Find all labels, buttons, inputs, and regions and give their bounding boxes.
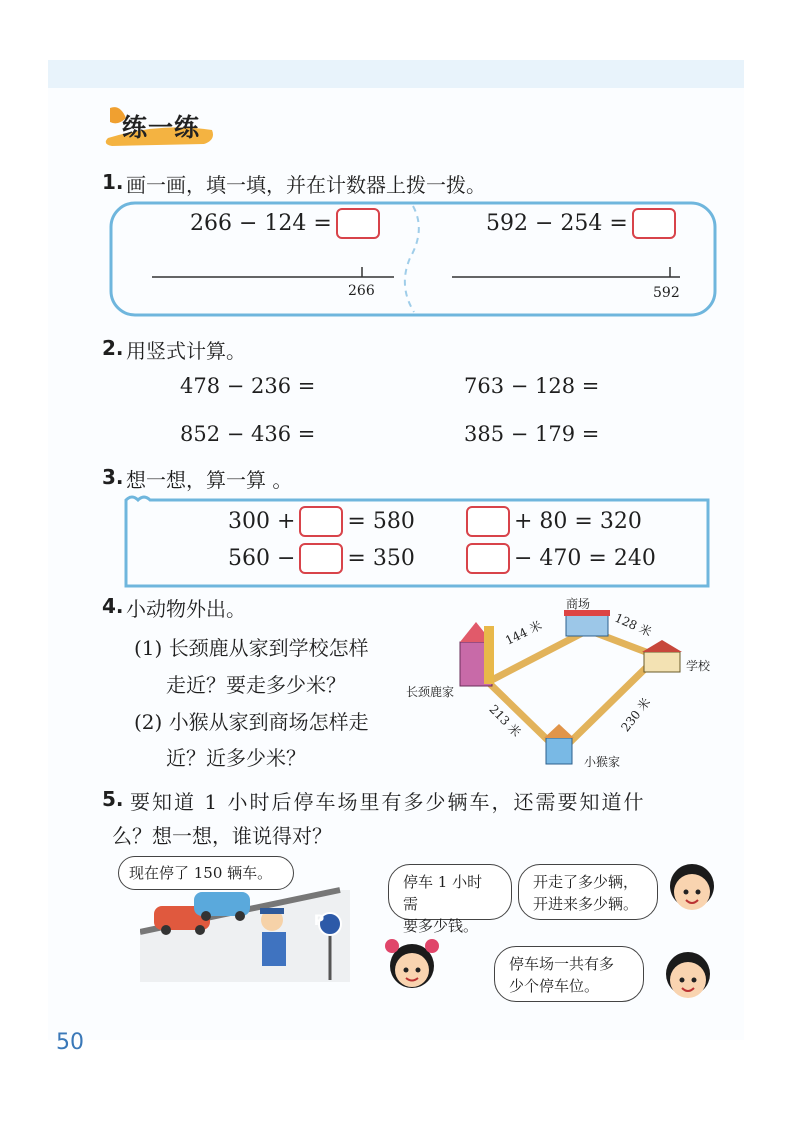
bubble-now-text: 现在停了 150 辆车。 — [129, 864, 273, 882]
q3-r2l-box[interactable] — [299, 543, 343, 574]
speech-bubble-spots — [494, 946, 644, 1002]
q4-sub2-line2: 近？近多少米？ — [166, 746, 306, 770]
q1-left-number-line — [148, 262, 398, 282]
bubble-cars-line2: 开进来多少辆。 — [533, 895, 639, 913]
q3-r1l-suffix: = 580 — [347, 509, 415, 534]
map-distance-mall-school: 128 米 — [612, 610, 654, 640]
boy-face-icon — [660, 856, 724, 920]
q1-number: 1. — [102, 170, 124, 194]
q4-sub1-line2: 走近？要走多少米？ — [166, 673, 346, 697]
bubble-fee-line1: 停车 1 小时需 — [403, 873, 483, 913]
q4-text: 小动物外出。 — [126, 597, 246, 621]
map-label-giraffe-home: 长颈鹿家 — [406, 685, 455, 699]
q5-text-line1: 要知道 1 小时后停车场里有多少辆车，还需要知道什 — [130, 790, 646, 814]
q1-left-tick-label: 266 — [348, 283, 375, 299]
q3-r2r-box[interactable] — [466, 543, 510, 574]
monkey-home-icon — [544, 724, 574, 764]
q2-number: 2. — [102, 336, 124, 360]
map-label-monkey-home: 小猴家 — [584, 755, 621, 769]
parking-sign-letter: P — [313, 913, 325, 929]
bubble-cars-line1: 开走了多少辆， — [533, 873, 639, 891]
q3-r1r-box[interactable] — [466, 506, 510, 537]
section-title: 练一练 — [122, 113, 201, 142]
q1-right-equation — [486, 208, 676, 239]
q5-text-line2: 么？想一想，谁说得对？ — [112, 824, 332, 848]
q3-r2r-suffix: − 470 = 240 — [514, 546, 656, 571]
map-label-mall: 商场 — [566, 597, 591, 611]
map-distance-monkey-school: 230 米 — [618, 695, 654, 735]
q1-right-tick-label: 592 — [653, 285, 680, 301]
q3-frame — [118, 490, 718, 590]
q3-row2-right — [466, 543, 656, 574]
q1-right-number-line — [448, 262, 688, 282]
page-number: 50 — [56, 1030, 84, 1055]
girl-face-icon — [380, 932, 444, 996]
q3-row1-right — [466, 506, 642, 537]
q4-sub2-line1: (2) 小猴从家到商场怎样走 — [134, 710, 369, 734]
q2-item-1: 478 − 236 = — [180, 374, 316, 398]
q1-left-expression: 266 − 124 = — [190, 211, 332, 236]
q1-right-answer-box[interactable] — [632, 208, 676, 239]
bubble-spots-line1: 停车场一共有多 — [509, 955, 615, 973]
q3-number: 3. — [102, 465, 124, 489]
speech-bubble-fee — [388, 864, 512, 935]
q1-text: 画一画，填一填，并在计数器上拨一拨。 — [126, 173, 486, 197]
bubble-spots-line2: 少个停车位。 — [509, 977, 600, 995]
girl-face-icon — [656, 944, 720, 1008]
q1-left-equation — [190, 208, 380, 239]
q3-r1l-box[interactable] — [299, 506, 343, 537]
speech-bubble-cars — [518, 864, 658, 920]
speech-bubble-now — [118, 856, 294, 890]
q3-r1r-suffix: + 80 = 320 — [514, 509, 642, 534]
map-label-school: 学校 — [686, 659, 711, 673]
mall-building-icon — [564, 610, 610, 636]
q2-item-3: 852 − 436 = — [180, 422, 316, 446]
q3-row1-left — [228, 506, 415, 537]
q3-text: 想一想，算一算 。 — [126, 468, 293, 492]
q3-row2-left — [228, 543, 415, 574]
map-distance-giraffe-monkey: 213 米 — [486, 702, 524, 740]
q2-text: 用竖式计算。 — [126, 339, 246, 363]
q3-r2l-prefix: 560 − — [228, 546, 296, 571]
bubble-fee-line2: 要多少钱。 — [403, 917, 479, 935]
attendant-figure — [260, 908, 286, 966]
q4-number: 4. — [102, 594, 124, 618]
school-building-icon — [642, 640, 682, 672]
top-band — [48, 60, 744, 88]
q1-right-expression: 592 − 254 = — [486, 211, 628, 236]
q2-item-4: 385 − 179 = — [464, 422, 600, 446]
q4-sub1-line1: (1) 长颈鹿从家到学校怎样 — [134, 636, 369, 660]
q3-r1l-prefix: 300 + — [228, 509, 296, 534]
giraffe-home-icon — [460, 622, 494, 686]
map-distance-giraffe-mall: 144 米 — [503, 618, 545, 648]
q2-item-2: 763 − 128 = — [464, 374, 600, 398]
q1-left-answer-box[interactable] — [336, 208, 380, 239]
q5-number: 5. — [102, 787, 124, 811]
q3-r2l-suffix: = 350 — [347, 546, 415, 571]
